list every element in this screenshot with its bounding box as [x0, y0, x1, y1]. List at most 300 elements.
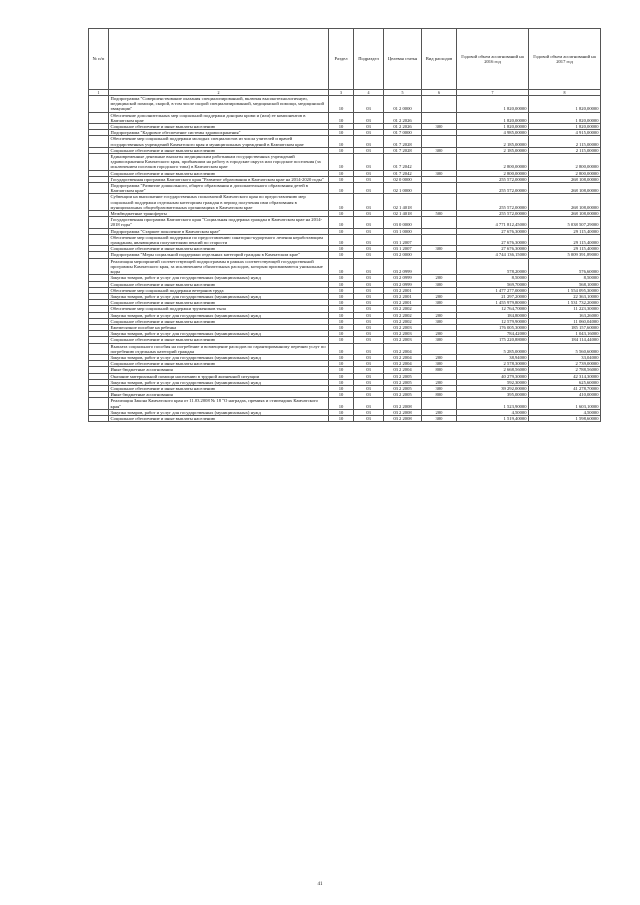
cell-subsection: 03 [354, 331, 384, 337]
cell-target: 03 0 0000 [384, 217, 422, 228]
cell-target: 03 2 0999 [384, 275, 422, 281]
cell-subsection: 03 [354, 318, 384, 324]
cell-amount-2016: 1 820,00000 [457, 96, 529, 113]
cell-subsection: 03 [354, 217, 384, 228]
cell-amount-2016: 2 668,56000 [457, 367, 529, 373]
cell-name: Социальное обеспечение и иные выплаты населению [109, 124, 329, 130]
cell-amount-2017: 5 560,60000 [529, 343, 601, 354]
cell-section: 10 [329, 367, 354, 373]
cell-subsection: 03 [354, 275, 384, 281]
cell-amount-2016: 784,42000 [457, 331, 529, 337]
cell-amount-2016: 39 292,00000 [457, 385, 529, 391]
cell-name: Социальное обеспечение и иные выплаты населению [109, 300, 329, 306]
cell-section: 10 [329, 306, 354, 312]
table-row [89, 112, 601, 123]
cell-subsection: 03 [354, 211, 384, 217]
cell-expense: 200 [422, 312, 457, 318]
cell-name: Подпрограмма "Кадровое обеспечение системы здравоохранения" [109, 130, 329, 136]
cell-amount-2017: 4 915,00000 [529, 130, 601, 136]
cell-name: Подпрограмма "Совершенствование оказания специализированной, включая высокотехнологичную, медицинской помощи, скорой, в том числе скорой специализированной, медицинской помощи, медицинской эвакуации" [109, 96, 329, 113]
cell-name: Иные бюджетные ассигнования [109, 392, 329, 398]
cell-subsection: 03 [354, 246, 384, 252]
cell-expense: 300 [422, 147, 457, 153]
cell-subsection: 03 [354, 154, 384, 171]
header-expense: Вид расходов [422, 29, 457, 90]
header-name [109, 29, 329, 90]
header-2017: Годовой объем ассигнований на 2017 год [529, 29, 601, 90]
column-index: 5 [384, 90, 422, 96]
cell-target: 03 2 0999 [384, 258, 422, 275]
cell-amount-2017: 410,00000 [529, 392, 601, 398]
cell-expense: 200 [422, 293, 457, 299]
cell-section: 10 [329, 331, 354, 337]
cell-subsection: 03 [354, 228, 384, 234]
cell-subsection: 03 [354, 293, 384, 299]
cell-amount-2017: 2 788,56000 [529, 367, 601, 373]
cell-name: Социальное обеспечение и иные выплаты населению [109, 147, 329, 153]
cell-target: 03 2 2005 [384, 385, 422, 391]
cell-amount-2017: 1 554 095,30000 [529, 287, 601, 293]
cell-subsection: 03 [354, 373, 384, 379]
cell-amount-2017: 5 009 391,89000 [529, 252, 601, 258]
cell-num [89, 415, 109, 421]
cell-subsection: 03 [354, 130, 384, 136]
cell-name: Межбюджетные трансферты [109, 211, 329, 217]
cell-section: 10 [329, 211, 354, 217]
cell-amount-2017: 8,50000 [529, 275, 601, 281]
cell-subsection: 03 [354, 385, 384, 391]
cell-name: Реализация Закона Камчатского края от 11.03.2008 № 18 "О наградах, премиях и стипендиях Камчатского края" [109, 398, 329, 409]
cell-section: 10 [329, 217, 354, 228]
cell-name: Социальное обеспечение и иные выплаты населению [109, 281, 329, 287]
cell-name: Закупка товаров, работ и услуг для государственных (муниципальных) нужд [109, 379, 329, 385]
cell-amount-2017: 1 820,00000 [529, 96, 601, 113]
cell-name: Социальное обеспечение и иные выплаты населению [109, 415, 329, 421]
column-index: 8 [529, 90, 601, 96]
cell-name: Социальное обеспечение и иные выплаты населению [109, 170, 329, 176]
cell-expense: 500 [422, 211, 457, 217]
cell-amount-2016: 40 279,30000 [457, 373, 529, 379]
cell-target: 03 2 2005 [384, 373, 422, 379]
cell-target: 03 1 2007 [384, 246, 422, 252]
cell-subsection: 03 [354, 343, 384, 354]
cell-section: 10 [329, 293, 354, 299]
cell-num [89, 398, 109, 409]
cell-section: 10 [329, 281, 354, 287]
cell-name: Закупка товаров, работ и услуг для государственных (муниципальных) нужд [109, 312, 329, 318]
cell-name: Государственная программа Камчатского края "Развитие образования в Камчатском крае на 2014-2020 годы" [109, 176, 329, 182]
cell-expense: 300 [422, 361, 457, 367]
cell-section: 10 [329, 154, 354, 171]
cell-amount-2017: 4,50000 [529, 409, 601, 415]
cell-section: 10 [329, 409, 354, 415]
cell-target: 01 7 2042 [384, 154, 422, 171]
cell-name: Обеспечение мер социальной поддержки молодых специалистов из числа учителей и врачей государственных учреждений Камчатского края и муниципальных учреждений в Камчатском крае [109, 136, 329, 147]
cell-expense: 200 [422, 354, 457, 360]
cell-subsection: 03 [354, 312, 384, 318]
cell-subsection: 03 [354, 361, 384, 367]
cell-amount-2016: 2 800,00000 [457, 154, 529, 171]
cell-amount-2017: 22 363,10000 [529, 293, 601, 299]
cell-section: 10 [329, 112, 354, 123]
cell-subsection: 03 [354, 367, 384, 373]
column-index: 6 [422, 90, 457, 96]
cell-amount-2017: 1 820,00000 [529, 112, 601, 123]
cell-expense: 300 [422, 246, 457, 252]
cell-target: 02 1 4018 [384, 194, 422, 211]
header-section: Раздел [329, 29, 354, 90]
cell-amount-2016: 2 578,30000 [457, 361, 529, 367]
cell-expense: 300 [422, 300, 457, 306]
cell-amount-2017: 268 108,00000 [529, 194, 601, 211]
cell-subsection: 03 [354, 354, 384, 360]
cell-amount-2016: 1 523,90000 [457, 398, 529, 409]
cell-amount-2017: 29 115,40000 [529, 228, 601, 234]
column-index: 4 [354, 90, 384, 96]
cell-amount-2017: 185 157,60000 [529, 324, 601, 330]
cell-expense [422, 183, 457, 194]
cell-name: Выплата социального пособия на погребение и возмещение расходов по гарантированному перечню услуг по погребению отдельных категорий граждан [109, 343, 329, 354]
cell-subsection: 03 [354, 324, 384, 330]
cell-amount-2016: 1 455 979,80000 [457, 300, 529, 306]
cell-expense [422, 258, 457, 275]
cell-amount-2017: 2 739,00000 [529, 361, 601, 367]
cell-amount-2017: 2 115,00000 [529, 147, 601, 153]
cell-num [89, 343, 109, 354]
cell-section: 10 [329, 312, 354, 318]
cell-name: Иные бюджетные ассигнования [109, 367, 329, 373]
cell-amount-2017: 576,60000 [529, 258, 601, 275]
cell-amount-2016: 569,70000 [457, 281, 529, 287]
cell-subsection: 03 [354, 300, 384, 306]
cell-name: Обеспечение дополнительных мер социальной поддержки донорам крови и (или) ее компонентов в Камчатском крае [109, 112, 329, 123]
cell-amount-2017: 163,26000 [529, 312, 601, 318]
cell-target: 03 2 2008 [384, 398, 422, 409]
cell-subsection: 03 [354, 170, 384, 176]
cell-amount-2016: 8,50000 [457, 275, 529, 281]
cell-target: 02 0 0000 [384, 176, 422, 182]
cell-expense [422, 343, 457, 354]
cell-amount-2017: 1 603,10000 [529, 398, 601, 409]
cell-expense [422, 154, 457, 171]
cell-expense: 200 [422, 409, 457, 415]
cell-name: Социальное обеспечение и иные выплаты населению [109, 246, 329, 252]
cell-amount-2016: 255 572,00000 [457, 176, 529, 182]
table-row [89, 96, 601, 113]
cell-target: 03 2 2005 [384, 379, 422, 385]
cell-expense: 300 [422, 170, 457, 176]
cell-section: 10 [329, 234, 354, 245]
table-row [89, 154, 601, 171]
cell-name: Субвенции на выполнение государственных полномочий Камчатского края по предоставлению мер социальной поддержки отдельным категориям граждан в период получения ими образования в муниципальных общеобразовательных организациях в Камчатском крае [109, 194, 329, 211]
cell-amount-2016: 176 005,30000 [457, 324, 529, 330]
page-number: 41 [317, 882, 323, 887]
table-row [89, 415, 601, 421]
cell-subsection: 03 [354, 252, 384, 258]
cell-target: 01 7 2028 [384, 147, 422, 153]
cell-section: 10 [329, 415, 354, 421]
cell-target: 03 2 2003 [384, 337, 422, 343]
cell-section: 10 [329, 96, 354, 113]
cell-amount-2017: 29 115,40000 [529, 234, 601, 245]
column-index: 7 [457, 90, 529, 96]
cell-target: 03 2 2004 [384, 367, 422, 373]
cell-expense [422, 194, 457, 211]
cell-section: 10 [329, 318, 354, 324]
cell-section: 10 [329, 324, 354, 330]
cell-subsection: 03 [354, 194, 384, 211]
table-row [89, 194, 601, 211]
cell-expense: 300 [422, 385, 457, 391]
cell-section: 10 [329, 147, 354, 153]
cell-amount-2016: 255 572,00000 [457, 183, 529, 194]
cell-expense [422, 217, 457, 228]
cell-subsection: 03 [354, 183, 384, 194]
cell-section: 10 [329, 361, 354, 367]
cell-amount-2016: 175 220,88000 [457, 337, 529, 343]
cell-name: Социальное обеспечение и иные выплаты населению [109, 361, 329, 367]
cell-target: 03 2 2004 [384, 361, 422, 367]
cell-amount-2017: 11 060,04000 [529, 318, 601, 324]
cell-amount-2016: 592,30000 [457, 379, 529, 385]
header-2016: Годовой объем ассигнований на 2016 год [457, 29, 529, 90]
cell-amount-2016: 4 985,00000 [457, 130, 529, 136]
cell-amount-2017: 268 108,00000 [529, 176, 601, 182]
cell-subsection: 03 [354, 379, 384, 385]
cell-amount-2017: 625,60000 [529, 379, 601, 385]
cell-section: 10 [329, 246, 354, 252]
table-row [89, 234, 601, 245]
cell-num [89, 136, 109, 147]
cell-name: Социальное обеспечение и иные выплаты населению [109, 318, 329, 324]
cell-subsection: 03 [354, 147, 384, 153]
table-row [89, 343, 601, 354]
cell-target: 03 2 2001 [384, 293, 422, 299]
cell-target: 03 2 2004 [384, 343, 422, 354]
cell-name: Обеспечение мер социальной поддержки тружеников тыла [109, 306, 329, 312]
cell-subsection: 03 [354, 136, 384, 147]
cell-amount-2017: 1 043,16000 [529, 331, 601, 337]
cell-subsection: 03 [354, 415, 384, 421]
header-num: № п/п [89, 29, 109, 90]
cell-name: Подпрограмма "Меры социальной поддержки отдельных категорий граждан в Камчатском крае" [109, 252, 329, 258]
cell-amount-2016: 1 519,40000 [457, 415, 529, 421]
cell-name: Закупка товаров, работ и услуг для государственных (муниципальных) нужд [109, 293, 329, 299]
cell-name: Закупка товаров, работ и услуг для государственных (муниципальных) нужд [109, 331, 329, 337]
cell-expense [422, 398, 457, 409]
table-header-row [89, 29, 601, 90]
cell-subsection: 03 [354, 409, 384, 415]
cell-amount-2017: 41 278,70000 [529, 385, 601, 391]
cell-section: 10 [329, 379, 354, 385]
cell-target: 02 1 4018 [384, 211, 422, 217]
cell-subsection: 03 [354, 398, 384, 409]
cell-section: 10 [329, 183, 354, 194]
cell-amount-2016: 255 572,00000 [457, 194, 529, 211]
cell-section: 10 [329, 228, 354, 234]
cell-amount-2016: 395,00000 [457, 392, 529, 398]
cell-amount-2016: 4 744 136,15000 [457, 252, 529, 258]
cell-amount-2016: 21 297,20000 [457, 293, 529, 299]
column-index: 3 [329, 90, 354, 96]
cell-name: Ежемесячное пособие на ребенка [109, 324, 329, 330]
cell-target: 01 7 2042 [384, 170, 422, 176]
cell-target: 03 2 2002 [384, 306, 422, 312]
cell-subsection: 03 [354, 287, 384, 293]
cell-amount-2016: 5 285,00000 [457, 343, 529, 354]
cell-num [89, 154, 109, 171]
cell-amount-2017: 568,10000 [529, 281, 601, 287]
cell-amount-2017: 29 115,40000 [529, 246, 601, 252]
cell-amount-2016: 2 185,00000 [457, 136, 529, 147]
cell-target: 03 2 2001 [384, 287, 422, 293]
cell-num [89, 183, 109, 194]
cell-amount-2016: 184,80000 [457, 312, 529, 318]
cell-amount-2016: 4,50000 [457, 409, 529, 415]
cell-target: 03 2 0000 [384, 252, 422, 258]
cell-amount-2017: 5 038 507,29000 [529, 217, 601, 228]
cell-name: Социальное обеспечение и иные выплаты населению [109, 337, 329, 343]
cell-expense: 300 [422, 318, 457, 324]
cell-amount-2017: 1 598,60000 [529, 415, 601, 421]
cell-section: 10 [329, 124, 354, 130]
cell-expense: 300 [422, 337, 457, 343]
cell-target: 01 2 2026 [384, 124, 422, 130]
cell-section: 10 [329, 258, 354, 275]
cell-amount-2016: 578,20000 [457, 258, 529, 275]
cell-section: 10 [329, 385, 354, 391]
cell-target: 03 2 2005 [384, 392, 422, 398]
cell-expense: 200 [422, 331, 457, 337]
cell-target: 03 2 2002 [384, 312, 422, 318]
cell-amount-2016: 27 676,30000 [457, 234, 529, 245]
cell-target: 03 1 2007 [384, 234, 422, 245]
cell-target: 01 7 0000 [384, 130, 422, 136]
cell-section: 10 [329, 373, 354, 379]
cell-name: Подпрограмма "Старшее поколение в Камчатском крае" [109, 228, 329, 234]
cell-name: Единовременные денежные выплаты медицинским работникам государственных учреждений здравоохранения Камчатского края, прибывшим на работу в городские округа или городские поселения (за исключением поселков городского типа) в Камчатском крае [109, 154, 329, 171]
cell-amount-2016: 27 676,30000 [457, 228, 529, 234]
cell-target: 03 2 2003 [384, 324, 422, 330]
cell-num [89, 258, 109, 275]
cell-amount-2016: 27 676,30000 [457, 246, 529, 252]
cell-expense: 300 [422, 415, 457, 421]
cell-target: 01 2 0000 [384, 96, 422, 113]
cell-amount-2016: 12 764,70000 [457, 306, 529, 312]
cell-section: 10 [329, 287, 354, 293]
cell-num [89, 112, 109, 123]
cell-expense [422, 96, 457, 113]
cell-name: Государственная программа Камчатского края "Социальная поддержка граждан в Камчатском крае на 2014-2018 годы" [109, 217, 329, 228]
cell-amount-2016: 2 185,00000 [457, 147, 529, 153]
cell-expense [422, 112, 457, 123]
table-row [89, 136, 601, 147]
cell-subsection: 03 [354, 392, 384, 398]
cell-amount-2017: 42 314,30000 [529, 373, 601, 379]
cell-amount-2016: 38,94000 [457, 354, 529, 360]
cell-subsection: 03 [354, 234, 384, 245]
cell-name: Закупка товаров, работ и услуг для государственных (муниципальных) нужд [109, 409, 329, 415]
cell-section: 10 [329, 136, 354, 147]
cell-amount-2016: 4 771 812,45000 [457, 217, 529, 228]
cell-amount-2017: 1 531 732,20000 [529, 300, 601, 306]
cell-name: Закупка товаров, работ и услуг для государственных (муниципальных) нужд [109, 354, 329, 360]
cell-expense: 800 [422, 367, 457, 373]
cell-subsection: 03 [354, 337, 384, 343]
cell-target: 02 1 0000 [384, 183, 422, 194]
cell-name: Закупка товаров, работ и услуг для государственных (муниципальных) нужд [109, 275, 329, 281]
cell-num [89, 194, 109, 211]
cell-expense [422, 234, 457, 245]
cell-amount-2016: 1 820,00000 [457, 112, 529, 123]
cell-subsection: 03 [354, 281, 384, 287]
cell-amount-2016: 1 820,00000 [457, 124, 529, 130]
header-target: Целевая статья [384, 29, 422, 90]
cell-amount-2016: 2 800,00000 [457, 170, 529, 176]
cell-expense: 800 [422, 392, 457, 398]
cell-amount-2016: 12 579,90000 [457, 318, 529, 324]
cell-target: 01 7 2028 [384, 136, 422, 147]
cell-subsection: 03 [354, 96, 384, 113]
header-subsection: Подраздел [354, 29, 384, 90]
cell-amount-2017: 268 108,00000 [529, 211, 601, 217]
budget-table [88, 28, 601, 422]
column-index: 1 [89, 90, 109, 96]
cell-amount-2017: 184 114,44000 [529, 337, 601, 343]
cell-amount-2016: 1 477 277,00000 [457, 287, 529, 293]
column-index: 2 [109, 90, 329, 96]
cell-section: 10 [329, 392, 354, 398]
cell-target: 03 2 2002 [384, 318, 422, 324]
cell-subsection: 03 [354, 112, 384, 123]
cell-amount-2016: 255 572,00000 [457, 211, 529, 217]
cell-name: Социальное обеспечение и иные выплаты населению [109, 385, 329, 391]
cell-expense: 300 [422, 124, 457, 130]
table-row [89, 183, 601, 194]
cell-section: 10 [329, 337, 354, 343]
cell-target: 01 2 2026 [384, 112, 422, 123]
table-row [89, 258, 601, 275]
cell-num [89, 234, 109, 245]
cell-subsection: 03 [354, 258, 384, 275]
cell-num [89, 96, 109, 113]
cell-name: Оказание материальной помощи населению в трудной жизненной ситуации [109, 373, 329, 379]
cell-name: Обеспечение мер социальной поддержки по предоставлению санаторно-курортного лечения неработающим гражданам, являющимся получателями пенсий по старости [109, 234, 329, 245]
cell-section: 10 [329, 176, 354, 182]
table-row [89, 217, 601, 228]
cell-name: Обеспечение мер социальной поддержки ветеранов труда [109, 287, 329, 293]
cell-target: 03 2 0999 [384, 281, 422, 287]
cell-target: 03 2 2003 [384, 331, 422, 337]
cell-section: 10 [329, 398, 354, 409]
cell-expense [422, 136, 457, 147]
cell-subsection: 03 [354, 124, 384, 130]
cell-subsection: 03 [354, 176, 384, 182]
cell-section: 10 [329, 300, 354, 306]
cell-amount-2017: 11 223,30000 [529, 306, 601, 312]
cell-num [89, 217, 109, 228]
cell-section: 10 [329, 130, 354, 136]
cell-amount-2017: 268 108,00000 [529, 183, 601, 194]
cell-amount-2017: 1 820,00000 [529, 124, 601, 130]
cell-section: 10 [329, 170, 354, 176]
cell-subsection: 03 [354, 306, 384, 312]
cell-target: 03 2 2008 [384, 415, 422, 421]
cell-expense: 200 [422, 379, 457, 385]
cell-amount-2017: 2 800,00000 [529, 170, 601, 176]
cell-section: 10 [329, 252, 354, 258]
cell-section: 10 [329, 275, 354, 281]
